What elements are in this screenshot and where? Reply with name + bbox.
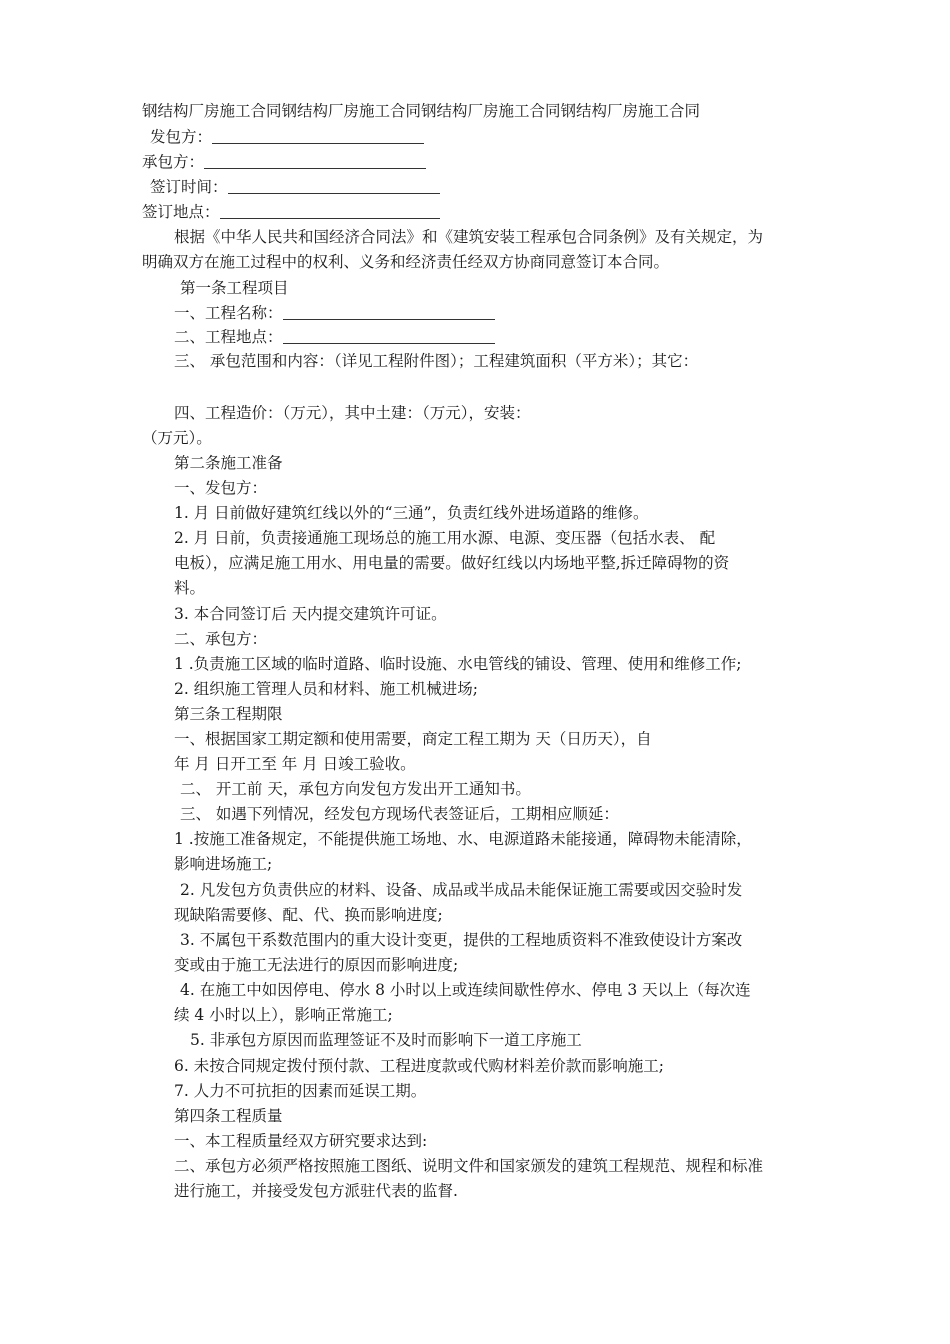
- article-2-party-b: 二、承包方：: [174, 630, 268, 648]
- article-4-item-1: 一、本工程质量经双方研究要求达到:: [174, 1132, 428, 1150]
- article-2-party-a: 一、发包方：: [174, 479, 268, 497]
- party-a-label: 发包方：: [150, 128, 213, 146]
- article-2-a-item-1: 1. 月 日前做好建筑红线以外的“三通”，负责红线外进场道路的维修。: [174, 504, 649, 522]
- article-3-case-1-cont: 影响进场施工;: [174, 855, 273, 873]
- article-2-a-item-2-cont2: 料。: [174, 579, 206, 597]
- sign-time-row: [150, 176, 440, 198]
- article-2-a-item-2: 2. 月 日前，负责接通施工现场总的施工用水源、电源、变压器（包括水表、 配: [174, 529, 716, 547]
- project-name-blank: [283, 303, 495, 320]
- party-a-blank: [212, 127, 424, 144]
- article-3-item-2: 二、 开工前 天，承包方向发包方发出开工通知书。: [180, 780, 531, 798]
- sign-place-row: [142, 201, 440, 223]
- intro-line-2: 明确双方在施工过程中的权利、义务和经济责任经双方协商同意签订本合同。: [142, 253, 670, 271]
- party-b-label: 承包方：: [142, 153, 205, 171]
- article-3-case-2-cont: 现缺陷需要修、配、代、换而影响进度;: [174, 906, 443, 924]
- article-3-case-4: 4. 在施工中如因停电、停水 8 小时以上或连续间歇性停水、停电 3 天以上（每次连: [180, 981, 751, 999]
- article-1-title: 第一条工程项目: [180, 279, 289, 297]
- article-3-title: 第三条工程期限: [174, 705, 283, 723]
- article-3-item-3: 三、 如遇下列情况，经发包方现场代表签证后，工期相应顺延：: [180, 805, 619, 823]
- article-2-a-item-3: 3. 本合同签订后 天内提交建筑许可证。: [174, 605, 447, 623]
- project-location-label: 二、工程地点：: [174, 328, 283, 346]
- article-4-title: 第四条工程质量: [174, 1107, 283, 1125]
- article-3-case-3-cont: 变或由于施工无法进行的原因而影响进度;: [174, 956, 459, 974]
- party-b-blank: [204, 152, 426, 169]
- project-name-label: 一、工程名称：: [174, 304, 283, 322]
- article-3-case-4-cont: 续 4 小时以上），影响正常施工;: [174, 1006, 393, 1024]
- article-1-item-3: 三、 承包范围和内容：（详见工程附件图）；工程建筑面积（平方米）；其它：: [174, 352, 699, 370]
- intro-line-1: 根据《中华人民共和国经济合同法》和《建筑安装工程承包合同条例》及有关规定，为: [174, 228, 764, 246]
- article-4-item-2: 二、承包方必须严格按照施工图纸、说明文件和国家颁发的建筑工程规范、规程和标准: [174, 1157, 764, 1175]
- article-3-case-5: 5. 非承包方原因而监理签证不及时而影响下一道工序施工: [190, 1031, 582, 1049]
- document-title: 钢结构厂房施工合同钢结构厂房施工合同钢结构厂房施工合同钢结构厂房施工合同: [142, 102, 701, 120]
- article-3-case-1: 1 .按施工准备规定，不能提供施工场地、水、电源道路未能接通，障碍物未能清除，: [174, 830, 752, 848]
- party-a-row: [150, 126, 424, 148]
- sign-time-label: 签订时间：: [150, 178, 228, 196]
- article-2-a-item-2-cont: 电板），应满足施工用水、用电量的需要。做好红线以内场地平整,拆迁障碍物的资: [174, 554, 730, 572]
- article-1-item-4-cont: （万元）。: [142, 429, 212, 447]
- project-location-row: [174, 326, 495, 348]
- article-3-item-1: 一、根据国家工期定额和使用需要，商定工程工期为 天（日历天），自: [174, 730, 652, 748]
- article-4-item-2-cont: 进行施工，并接受发包方派驻代表的监督.: [174, 1182, 458, 1200]
- article-2-title: 第二条施工准备: [174, 454, 283, 472]
- article-3-item-1-cont: 年 月 日开工至 年 月 日竣工验收。: [174, 755, 416, 773]
- sign-time-blank: [228, 177, 440, 194]
- sign-place-label: 签订地点：: [142, 203, 220, 221]
- article-2-b-item-1: 1 .负责施工区域的临时道路、临时设施、水电管线的铺设、管理、使用和维修工作;: [174, 655, 742, 673]
- article-2-b-item-2: 2. 组织施工管理人员和材料、施工机械进场;: [174, 680, 478, 698]
- article-3-case-7: 7. 人力不可抗拒的因素而延误工期。: [174, 1082, 427, 1100]
- article-3-case-2: 2. 凡发包方负责供应的材料、设备、成品或半成品未能保证施工需要或因交验时发: [180, 881, 743, 899]
- project-location-blank: [283, 327, 495, 344]
- article-1-item-4: 四、工程造价：（万元），其中土建：（万元），安装：: [174, 404, 531, 422]
- article-3-case-6: 6. 未按合同规定拨付预付款、工程进度款或代购材料差价款而影响施工;: [174, 1057, 664, 1075]
- sign-place-blank: [220, 202, 440, 219]
- project-name-row: [174, 302, 495, 324]
- article-3-case-3: 3. 不属包干系数范围内的重大设计变更，提供的工程地质资料不准致使设计方案改: [180, 931, 743, 949]
- party-b-row: [142, 151, 426, 173]
